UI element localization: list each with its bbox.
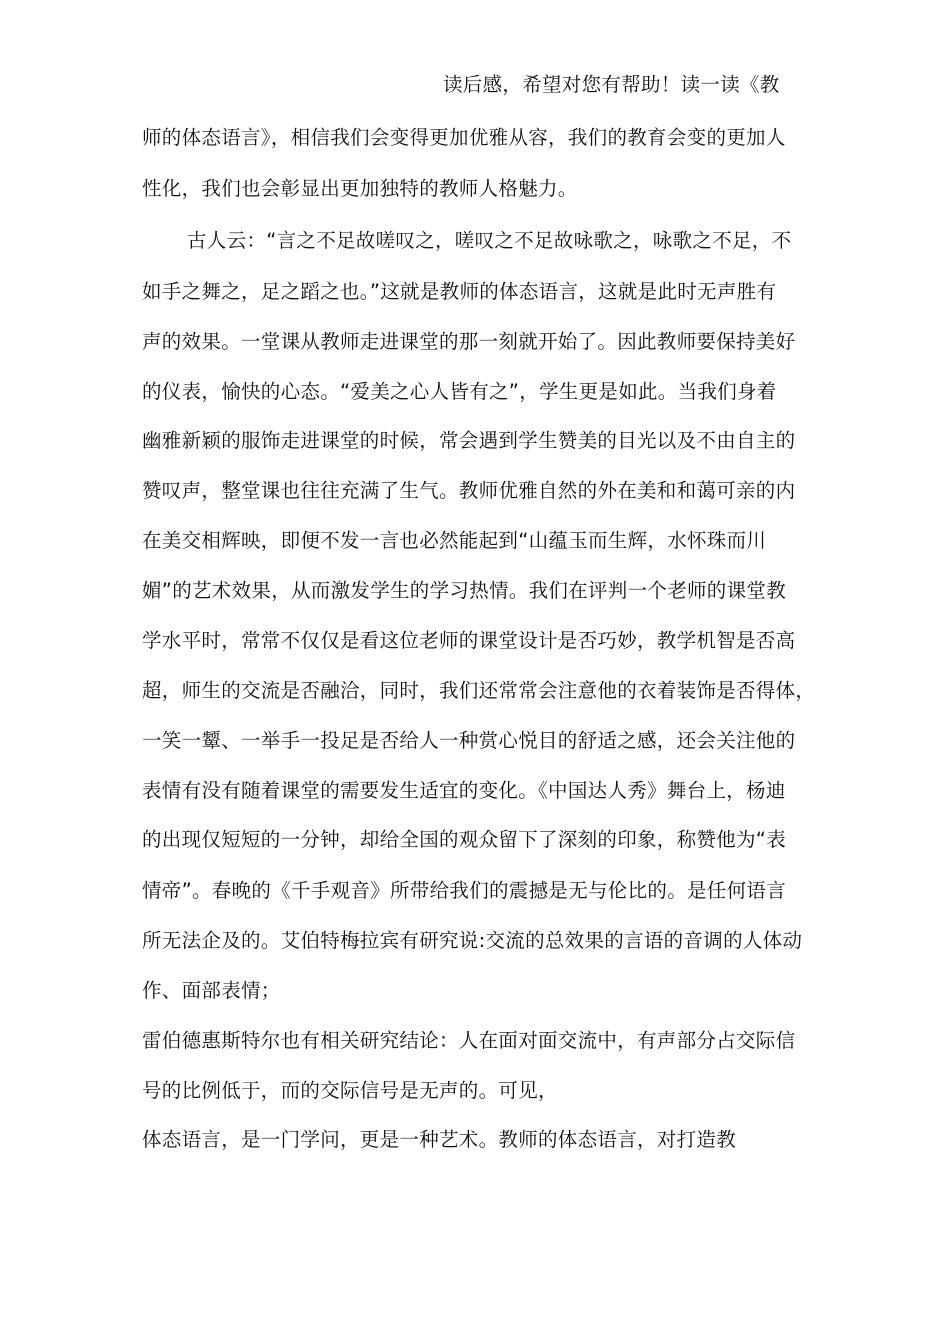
text-line: 赞叹声，整堂课也往往充满了生气。教师优雅自然的外在美和和蔼可亲的内 [142,479,796,502]
text-line: 作、面部表情； [142,979,281,1002]
text-line: 体态语言，是一门学问，更是一种艺术。教师的体态语言，对打造教 [142,1128,737,1151]
text-line: 如手之舞之，足之蹈之也。”这就是教师的体态语言，这就是此时无声胜有 [142,280,777,303]
text-line: 一笑一颦、一举手一投足是否给人一种赏心悦目的舒适之感，还会关注他的 [142,729,796,752]
text-line: 超，师生的交流是否融洽，同时，我们还常常会注意他的衣着装饰是否得体， [142,679,816,702]
text-line: 的出现仅短短的一分钟，却给全国的观众留下了深刻的印象，称赞他为“表 [142,828,787,851]
text-line: 所无法企及的。艾伯特梅拉宾有研究说:交流的总效果的言语的音调的人体动 [142,929,803,952]
text-line: 表情有没有随着课堂的需要发生适宜的变化。《中国达人秀》舞台上，杨迪 [142,779,786,802]
text-line: 雷伯德惠斯特尔也有相关研究结论：人在面对面交流中，有声部分占交际信 [142,1029,796,1052]
text-line: 号的比例低于，而的交际信号是无声的。可见， [142,1079,558,1102]
text-line: 读后感，希望对您有帮助！读一读《教 [443,73,780,96]
text-line: 师的体态语言》，相信我们会变得更加优雅从容，我们的教育会变的更加人 [142,126,786,149]
text-line: 情帝”。春晚的《千手观音》所带给我们的震撼是无与伦比的。是任何语言 [142,879,787,902]
text-line: 在美交相辉映，即便不发一言也必然能起到“山蕴玉而生辉，水怀珠而川 [142,529,767,552]
text-line: 古人云：“言之不足故嗟叹之，嗟叹之不足故咏歌之，咏歌之不足，不 [187,229,792,252]
text-line: 媚”的艺术效果，从而激发学生的学习热情。我们在评判一个老师的课堂教 [142,579,787,602]
text-line: 幽雅新颖的服饰走进课堂的时候，常会遇到学生赞美的目光以及不由自主的 [142,429,796,452]
text-line: 的仪表，愉快的心态。“爱美之心人皆有之”，学生更是如此。当我们身着 [142,380,777,403]
text-line: 学水平时，常常不仅仅是看这位老师的课堂设计是否巧妙，教学机智是否高 [142,629,796,652]
text-line: 声的效果。一堂课从教师走进课堂的那一刻就开始了。因此教师要保持美好 [142,330,796,353]
text-line: 性化，我们也会彰显出更加独特的教师人格魅力。 [142,177,578,200]
